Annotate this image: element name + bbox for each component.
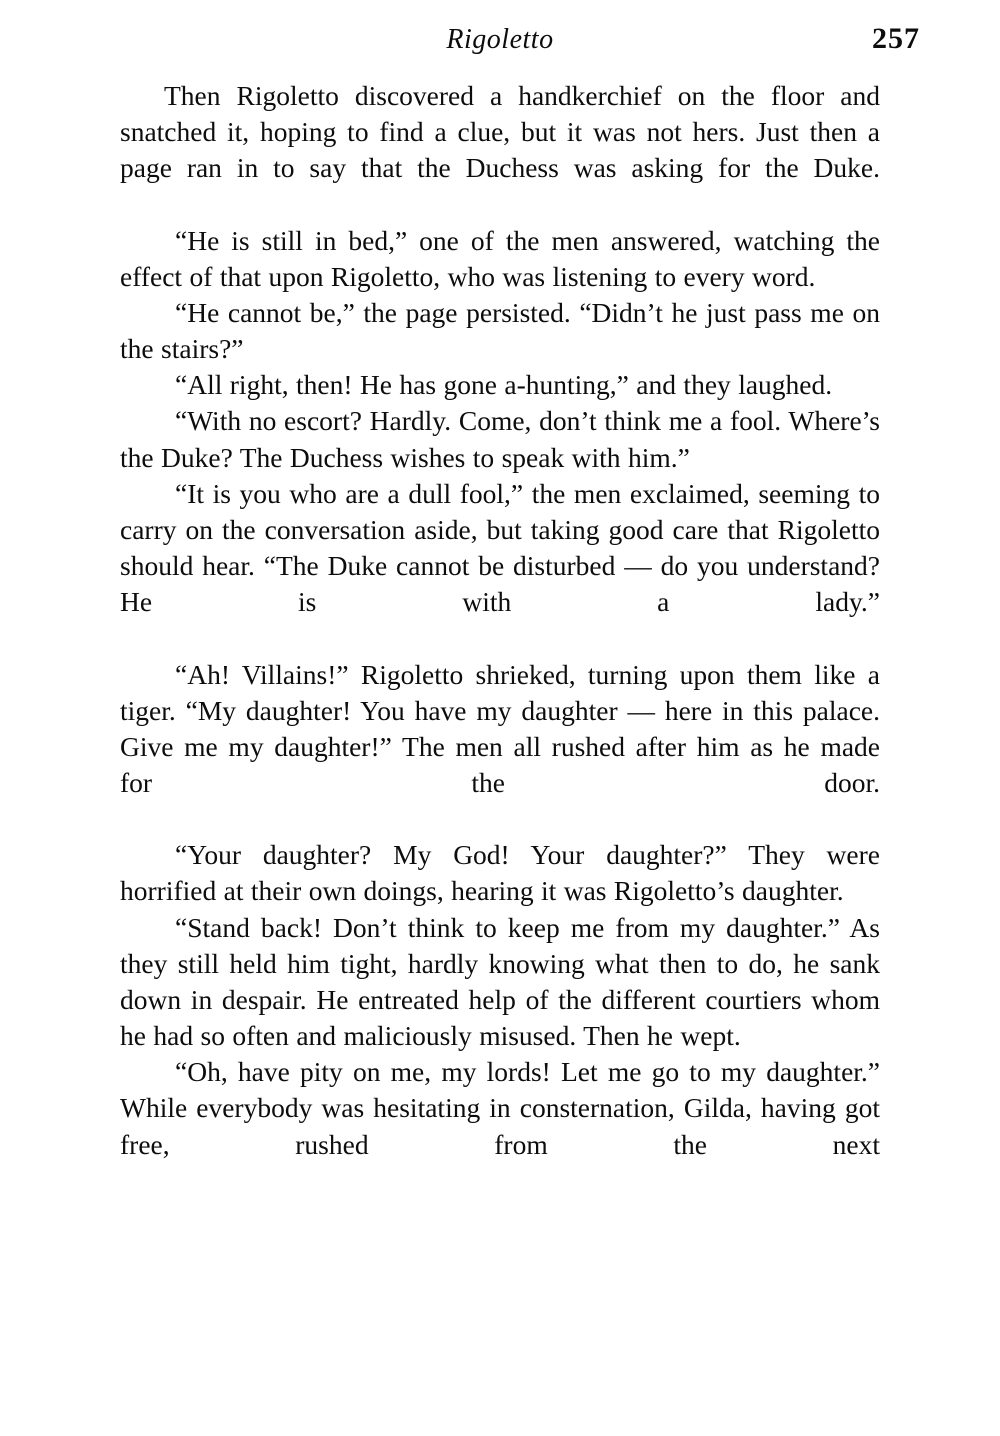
paragraph: “He is still in bed,” one of the men answered, watching the effect of that upon Rigoletto, who was listening to every word. [120,224,880,292]
paragraph: “It is you who are a dull fool,” the men exclaimed, seeming to carry on the conversation aside, but taking good care that Rigoletto should hear. “The Duke cannot be disturbed — do you understand? He is with a lady.” [120,477,880,618]
page-number: 257 [872,22,920,55]
paragraph: “Oh, have pity on me, my lords! Let me go to my daughter.” While everybody was hesitating in consternation, Gilda, having got free, rushed from the next [120,1056,880,1160]
paragraph: “Ah! Villains!” Rigoletto shrieked, turning upon them like a tiger. “My daughter! You have my daughter — here in this palace. Give me my daughter!” The men all rushed after him as he made for the door. [120,658,880,798]
paragraph: “He cannot be,” the page persisted. “Didn’t he just pass me on the stairs?” [120,296,880,365]
paragraph: “All right, then! He has gone a-hunting,” and they laughed. [175,369,833,401]
paragraph: “Your daughter? My God! Your daughter?” They were horrified at their own doings, hearing it was Rigoletto’s daughter. [120,839,880,907]
body-text [120,78,880,1199]
running-head [70,18,930,70]
running-head-title: Rigoletto [446,24,554,55]
paragraph: “Stand back! Don’t think to keep me from my daughter.” As they still held him tight, hardly knowing what then to do, he sank down in despair. He entreated help of the different courtiers whom he had so often and maliciously misused. Then he wept. [120,911,880,1052]
paragraph: “With no escort? Hardly. Come, don’t think me a fool. Where’s the Duke? The Duchess wishes to speak with him.” [120,405,880,473]
paragraph: Then Rigoletto discovered a handkerchief on the floor and snatched it, hoping to find a clue, but it was not hers. Just then a page ran in to say that the Duchess was asking for the Duke. [120,80,880,184]
